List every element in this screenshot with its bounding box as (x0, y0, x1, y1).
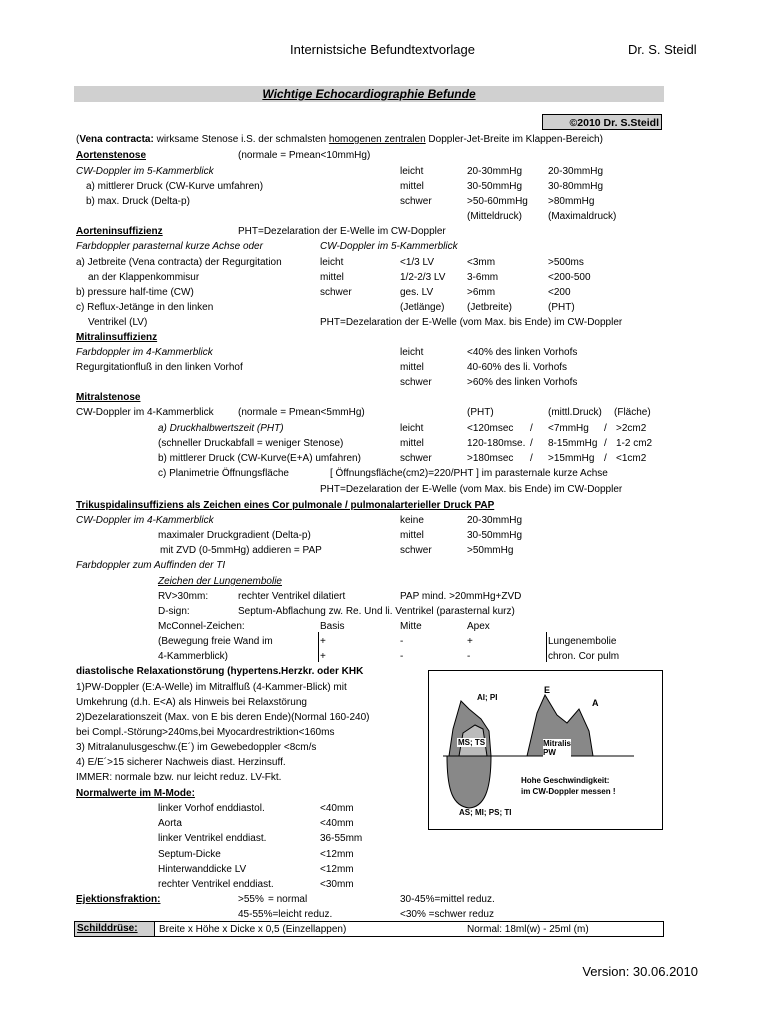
as-mi-waveform (447, 756, 491, 808)
ti-row7-b: Septum-Abflachung zw. Re. Und li. Ventrikel (parasternal kurz) (238, 606, 515, 617)
ai-row2-c: <1/3 LV (400, 257, 435, 268)
ti-row1-b: keine (400, 515, 424, 526)
as-row3-c: >50-60mmHg (467, 196, 528, 207)
ti-row9-b: + (320, 636, 326, 647)
mmode-row-a: Aorta (158, 818, 182, 829)
header-left: Internistsiche Befundtextvorlage (290, 42, 475, 57)
ai-row5-c: (Jetlänge) (400, 302, 445, 313)
ti-heading: Trikuspidalinsuffiziens als Zeichen eines Cor pulmonale / pulmonalarterieller Druck PAP (76, 500, 495, 511)
as-row1-c: 20-30mmHg (467, 166, 523, 177)
ti-row9-a: (Bewegung freie Wand im (158, 636, 273, 647)
schilddruese-label: Schilddrüse: (75, 922, 155, 936)
schilddruese-row (74, 921, 664, 937)
page-title: Wichtige Echocardiographie Befunde (262, 87, 476, 101)
ai-row4-b: schwer (320, 287, 352, 298)
ti-row8-b: Basis (320, 621, 345, 632)
ms-row4-e: <1cm2 (616, 453, 647, 464)
ti-row9-e: Lungenembolie (548, 636, 617, 647)
ef-b1: = normal (268, 894, 308, 905)
ms-row3-sep2: / (604, 438, 607, 449)
ms-row5-b: [ Öffnungsfläche(cm2)=220/PHT ] im parasternale kurze Achse (330, 468, 608, 479)
ms-ts-label: MS; TS (458, 738, 486, 747)
ti-row4: Farbdoppler zum Auffinden der TI (76, 560, 226, 571)
mcconnel-right-line (546, 632, 547, 662)
ai-row6-b: PHT=Dezelaration der E-Welle (vom Max. bis Ende) im CW-Doppler (320, 317, 623, 328)
mmode-row-b: <30mm (320, 879, 354, 890)
mmode-row-b: <40mm (320, 803, 354, 814)
ms-row1-c: (PHT) (467, 407, 494, 418)
schilddruese-normal: Normal: 18ml(w) - 25ml (m) (467, 924, 589, 935)
as-row2-a: a) mittlerer Druck (CW-Kurve umfahren) (86, 181, 264, 192)
mi-row1-a: Farbdoppler im 4-Kammerblick (76, 347, 213, 358)
ti-row2-c: 30-50mmHg (467, 530, 523, 541)
mmode-row-b: <12mm (320, 864, 354, 875)
ms-row4-sep2: / (604, 453, 607, 464)
version-label: Version: 30.06.2010 (582, 964, 698, 979)
mmode-row-b: 36-55mm (320, 833, 363, 844)
ms-row3-a: (schneller Druckabfall = weniger Stenose) (158, 438, 344, 449)
mitralis-label: Mitralis PW (543, 739, 572, 757)
ai-row3-b: mittel (320, 272, 344, 283)
as-row2-c: 30-50mmHg (467, 181, 523, 192)
mmode-row-a: rechter Ventrikel enddiast. (158, 879, 274, 890)
as-row3-b: schwer (400, 196, 432, 207)
ai-row4-a: b) pressure half-time (CW) (76, 287, 194, 298)
mmode-row-a: linker Ventrikel enddiast. (158, 833, 267, 844)
ti-row1-a: CW-Doppler im 4-Kammerblick (76, 515, 214, 526)
ms-row2-a: a) Druckhalbwertszeit (PHT) (158, 423, 284, 434)
ms-row4-d: >15mmHg (548, 453, 595, 464)
copyright-box: ©2010 Dr. S.Steidl (542, 114, 662, 130)
mmode-heading: Normalwerte im M-Mode: (76, 788, 195, 799)
doppler-diagram (428, 670, 663, 830)
mmode-row-a: linker Vorhof enddiastol. (158, 803, 265, 814)
mi-row1-b: leicht (400, 347, 424, 358)
ti-row9-d: + (467, 636, 473, 647)
ai-row2-e: >500ms (548, 257, 584, 268)
diast-line: 3) Mitralanulusgeschw.(E´) im Gewebedoppler <8cm/s (76, 742, 317, 753)
aortenstenose-heading: Aortenstenose (76, 150, 147, 161)
as-row3-a: b) max. Druck (Delta-p) (86, 196, 190, 207)
ti-row8-a: McConnel-Zeichen: (158, 621, 245, 632)
e-wave-label: E (544, 685, 551, 695)
header-right: Dr. S. Steidl (628, 42, 697, 57)
ai-row2-a: a) Jetbreite (Vena contracta) der Regurgitation (76, 257, 282, 268)
as-mi-label: AS; MI; PS; TI (459, 808, 512, 817)
ms-row4-a: b) mittlerer Druck (CW-Kurve(E+A) umfahren) (158, 453, 361, 464)
mmode-row-a: Septum-Dicke (158, 849, 221, 860)
a-wave-label: A (592, 698, 599, 708)
ai-row6-a: Ventrikel (LV) (88, 317, 148, 328)
ms-row1-a: CW-Doppler im 4-Kammerblick (76, 407, 214, 418)
ms-row3-e: 1-2 cm2 (616, 438, 653, 449)
as-row1-b: leicht (400, 166, 424, 177)
as-row1-d: 20-30mmHg (548, 166, 604, 177)
vena-contracta-line: (Vena contracta: wirksame Stenose i.S. der schmalsten homogenen zentralen Doppler-Jet-Breite im Klappen-Bereich) (76, 134, 603, 145)
ms-row2-sep1: / (530, 423, 533, 434)
as-row4-d: (Maximaldruck) (548, 211, 617, 222)
ms-row6-b: PHT=Dezelaration der E-Welle (vom Max. bis Ende) im CW-Doppler (320, 484, 623, 495)
ai-pht: PHT=Dezelaration der E-Welle im CW-Doppler (238, 226, 446, 237)
ai-row1-b: CW-Doppler im 5-Kammerblick (320, 241, 458, 252)
mi-row3-b: schwer (400, 377, 432, 388)
ms-row3-sep1: / (530, 438, 533, 449)
as-row4-c: (Mitteldruck) (467, 211, 523, 222)
ef-c2: <30% =schwer reduz (400, 909, 494, 920)
ai-row4-d: >6mm (467, 287, 496, 298)
ai-row4-e: <200 (548, 287, 571, 298)
ef-heading: Ejektionsfraktion: (76, 894, 161, 905)
ai-row1-a: Farbdoppler parasternal kurze Achse oder (76, 241, 263, 252)
ai-row2-b: leicht (320, 257, 344, 268)
ms-row2-b: leicht (400, 423, 424, 434)
ai-pi-label: AI; PI (477, 693, 498, 702)
mi-row2-a: Regurgitationfluß in den linken Vorhof (76, 362, 243, 373)
ti-row10-a: 4-Kammerblick) (158, 651, 229, 662)
ms-row1-e: (Fläche) (614, 407, 651, 418)
diast-line: IMMER: normale bzw. nur leicht reduz. LV-Fkt. (76, 772, 282, 783)
ms-row5-a: c) Planimetrie Öffnungsfläche (158, 468, 289, 479)
diast-line: 1)PW-Doppler (E:A-Welle) im Mitralfluß (4-Kammer-Blick) mit (76, 682, 347, 693)
mcconnel-left-line (318, 632, 319, 662)
as-row2-d: 30-80mmHg (548, 181, 604, 192)
ms-row4-sep1: / (530, 453, 533, 464)
as-row2-b: mittel (400, 181, 424, 192)
ef-a1: >55% (238, 894, 264, 905)
ai-row2-d: <3mm (467, 257, 496, 268)
ti-row6-a: RV>30mm: (158, 591, 209, 602)
mmode-row-b: <40mm (320, 818, 354, 829)
ti-row8-d: Apex (467, 621, 490, 632)
schilddruese-formula: Breite x Höhe x Dicke x 0,5 (Einzellappen) (159, 924, 347, 935)
ai-row3-e: <200-500 (548, 272, 591, 283)
ai-row5-e: (PHT) (548, 302, 575, 313)
ti-row3-c: >50mmHg (467, 545, 514, 556)
diast-line: Umkehrung (d.h. E<A) als Hinweis bei Relaxstörung (76, 697, 307, 708)
diast-line: 4) E/E´>15 sicherer Nachweis diast. Herzinsuff. (76, 757, 286, 768)
ti-row10-c: - (400, 651, 404, 662)
as-row3-d: >80mmHg (548, 196, 595, 207)
ai-row3-c: 1/2-2/3 LV (400, 272, 446, 283)
ms-heading: Mitralstenose (76, 392, 141, 403)
ms-row2-e: >2cm2 (616, 423, 647, 434)
ti-row1-c: 20-30mmHg (467, 515, 523, 526)
mi-row2-c: 40-60% des li. Vorhofs (467, 362, 568, 373)
ti-row8-c: Mitte (400, 621, 422, 632)
ti-row10-e: chron. Cor pulm (548, 651, 620, 662)
mi-row2-b: mittel (400, 362, 424, 373)
ti-row10-b: + (320, 651, 326, 662)
as-row1-a: CW-Doppler im 5-Kammerblick (76, 166, 214, 177)
ef-c1: 30-45%=mittel reduz. (400, 894, 495, 905)
ms-row2-sep2: / (604, 423, 607, 434)
ai-row5-a: c) Reflux-Jetänge in den linken (76, 302, 214, 313)
ai-row3-d: 3-6mm (467, 272, 499, 283)
diast-line: 2)Dezelarationszeit (Max. von E bis deren Ende)(Normal 160-240) (76, 712, 370, 723)
mmode-row-b: <12mm (320, 849, 354, 860)
diast-line: bei Compl.-Störung>240ms,bei Myocardrestriktion<160ms (76, 727, 335, 738)
ti-lungenembolie-heading: Zeichen der Lungenembolie (158, 576, 282, 587)
ti-row6-c: PAP mind. >20mmHg+ZVD (400, 591, 522, 602)
mmode-row-a: Hinterwanddicke LV (158, 864, 247, 875)
ms-row4-c: >180msec (467, 453, 514, 464)
mi-row1-c: <40% des linken Vorhofs (467, 347, 578, 358)
ai-row4-c: ges. LV (400, 287, 434, 298)
mi-heading: Mitralinsuffizienz (76, 332, 158, 343)
aortenstenose-normal: (normale = Pmean<10mmHg) (238, 150, 371, 161)
ai-heading: Aorteninsuffizienz (76, 226, 163, 237)
ms-row3-d: 8-15mmHg (548, 438, 598, 449)
ms-row3-c: 120-180mse. (467, 438, 526, 449)
diast-heading: diastolische Relaxationstörung (hypertens.Herzkr. oder KHK (76, 666, 364, 677)
ti-row3-b: schwer (400, 545, 432, 556)
ti-row3-a: mit ZVD (0-5mmHg) addieren = PAP (160, 545, 322, 556)
ti-row2-b: mittel (400, 530, 424, 541)
ms-row4-b: schwer (400, 453, 432, 464)
ms-row1-n: (normale = Pmean<5mmHg) (238, 407, 365, 418)
ef-a2: 45-55%=leicht reduz. (238, 909, 333, 920)
ms-row1-d: (mittl.Druck) (548, 407, 602, 418)
ti-row6-b: rechter Ventrikel dilatiert (238, 591, 346, 602)
ti-row9-c: - (400, 636, 404, 647)
ti-row10-d: - (467, 651, 471, 662)
title-bar (74, 86, 664, 102)
ti-row7-a: D-sign: (158, 606, 190, 617)
ai-row5-d: (Jetbreite) (467, 302, 513, 313)
mi-row3-c: >60% des linken Vorhofs (467, 377, 578, 388)
hohe-geschwindigkeit-note: Hohe Geschwindigkeit: im CW-Doppler messen ! (521, 776, 616, 796)
ti-row2-a: maximaler Druckgradient (Delta-p) (158, 530, 311, 541)
ms-row2-c: <120msec (467, 423, 514, 434)
ai-row3-a: an der Klappenkommisur (88, 272, 200, 283)
ms-row2-d: <7mmHg (548, 423, 589, 434)
ms-row3-b: mittel (400, 438, 424, 449)
